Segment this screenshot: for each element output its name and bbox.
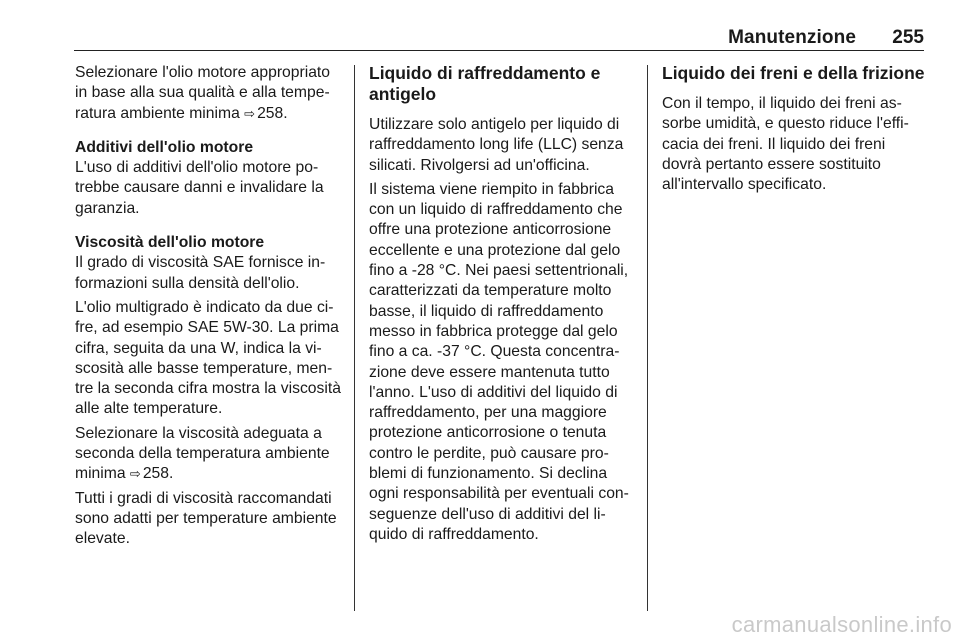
page-reference[interactable]: ⇨ 258.: [130, 465, 173, 482]
paragraph: Utilizzare solo antigelo per liquido di raffreddamento long life (LLC) senza silicati. Rivolgersi ad un'officina.: [369, 116, 624, 174]
column-divider: [354, 65, 355, 611]
column-engine-oil: [75, 63, 343, 554]
heading-coolant: Liquido di raffreddamento e antigelo: [369, 63, 601, 104]
arrow-right-icon: ⇨: [129, 466, 141, 482]
paragraph: Selezionare l'olio motore appropriato in base alla sua qualità e alla temperatura ambiente minima ⇨ 258.: [75, 63, 343, 124]
paragraph: Tutti i gradi di viscosità raccomandati sono adatti per temperature ambiente elevate.: [75, 489, 337, 548]
section-title: Manutenzione: [728, 27, 856, 48]
paragraph: Con il tempo, il liquido dei freni assorbe umidità, e questo riduce l'efficacia dei freni. Il liquido dei freni dovrà pertanto essere sostituito all'intervallo specificato.: [662, 95, 909, 194]
paragraph: L'olio multigrado è indicato da due cifre, ad esempio SAE 5W-30. La prima cifra, seguita da una W, indica la viscosità alle basse temperature, mentre la seconda cifra mostra la viscosità alle alte temperature.: [75, 298, 341, 418]
subheading-viscosity: Viscosità dell'olio motore: [75, 234, 265, 252]
paragraph: Il sistema viene riempito in fabbrica con un liquido di raffreddamento che offre una protezione anticorrosione eccellente e una protezione dal gelo fino a -28 °C. Nei paesi settentrionali, caratterizzati da temperature molto basse, il liquido di raffreddamento messo in fabbrica protegge dal gelo fino a ca. -37 °C. Questa concentrazione deve essere mantenuta tutto l'anno. L'uso di additivi del liquido di raffreddamento, per una maggiore protezione anticorrosione o tenuta contro le perdite, può causare problemi di funzionamento. Si declina ogni responsabilità per eventuali conseguenze dell'uso di additivi del liquido di raffreddamento.: [369, 180, 629, 543]
subheading-additives: Additivi dell'olio motore: [75, 138, 254, 156]
page-reference[interactable]: ⇨ 258.: [244, 105, 287, 122]
column-brake-fluid: [662, 63, 927, 199]
arrow-right-icon: ⇨: [244, 105, 256, 121]
column-divider: [647, 65, 648, 611]
heading-brake-fluid: Liquido dei freni e della frizione: [662, 63, 925, 83]
paragraph: L'uso di additivi dell'olio motore potrebbe causare danni e invalidare la garanzia.: [75, 159, 324, 217]
paragraph: Selezionare la viscosità adeguata a seconda della temperatura ambiente minima ⇨ 258.: [75, 424, 343, 485]
page-number: 255: [892, 27, 924, 48]
page-header: [74, 22, 924, 51]
paragraph: Il grado di viscosità SAE fornisce informazioni sulla densità dell'olio.: [75, 254, 326, 292]
column-coolant: [369, 63, 631, 549]
watermark: carmanualsonline.info: [731, 612, 952, 637]
